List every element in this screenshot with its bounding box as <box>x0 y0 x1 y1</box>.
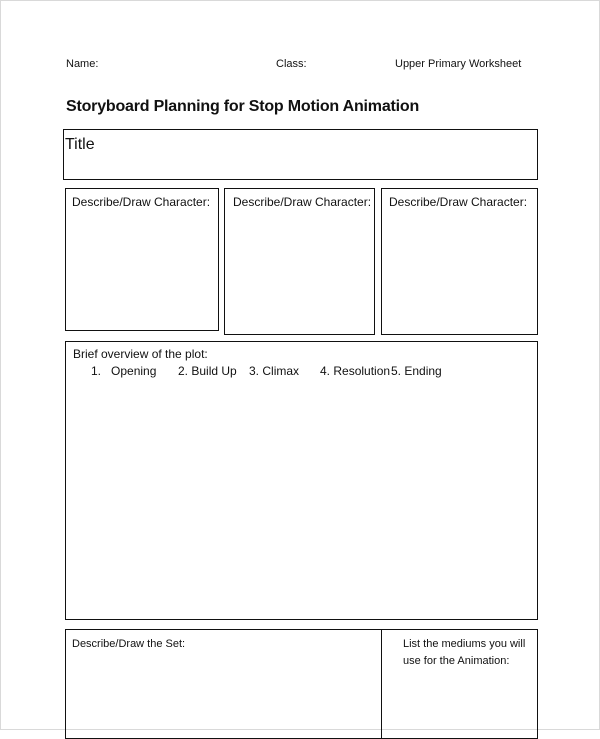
plot-item-number: 3. <box>249 364 260 378</box>
character-box-label: Describe/Draw Character: <box>72 195 211 209</box>
plot-item-build-up <box>178 364 237 378</box>
set-label: Describe/Draw the Set: <box>72 638 186 650</box>
plot-item-number: 4. <box>320 364 331 378</box>
mediums-box <box>381 629 538 739</box>
mediums-label: List the mediums you will use for the Animation: <box>403 638 526 667</box>
plot-item-text: Ending <box>404 364 442 378</box>
plot-item-resolution <box>320 364 390 378</box>
set-box <box>65 629 382 739</box>
plot-item-text: Resolution <box>333 364 391 378</box>
plot-item-text: Opening <box>111 364 157 378</box>
plot-item-text: Build Up <box>191 364 237 378</box>
character-box-3 <box>381 188 538 335</box>
plot-label: Brief overview of the plot: <box>73 347 208 361</box>
plot-item-number: 1. <box>91 364 102 378</box>
plot-item-opening <box>91 364 156 378</box>
plot-item-number: 2. <box>178 364 189 378</box>
name-label: Name: <box>66 58 99 70</box>
class-label: Class: <box>276 58 307 70</box>
plot-box <box>65 341 538 620</box>
title-label: Title <box>65 136 95 153</box>
plot-item-text: Climax <box>262 364 300 378</box>
character-box-label: Describe/Draw Character: <box>233 195 372 209</box>
plot-item-ending <box>391 364 442 378</box>
plot-item-number: 5. <box>391 364 402 378</box>
page-title: Storyboard Planning for Stop Motion Animation <box>66 98 420 115</box>
character-box-label: Describe/Draw Character: <box>389 195 528 209</box>
plot-item-climax <box>249 364 299 378</box>
worksheet-type-label: Upper Primary Worksheet <box>395 58 522 70</box>
title-box <box>63 129 538 180</box>
character-box-1 <box>65 188 219 331</box>
character-box-2 <box>224 188 375 335</box>
